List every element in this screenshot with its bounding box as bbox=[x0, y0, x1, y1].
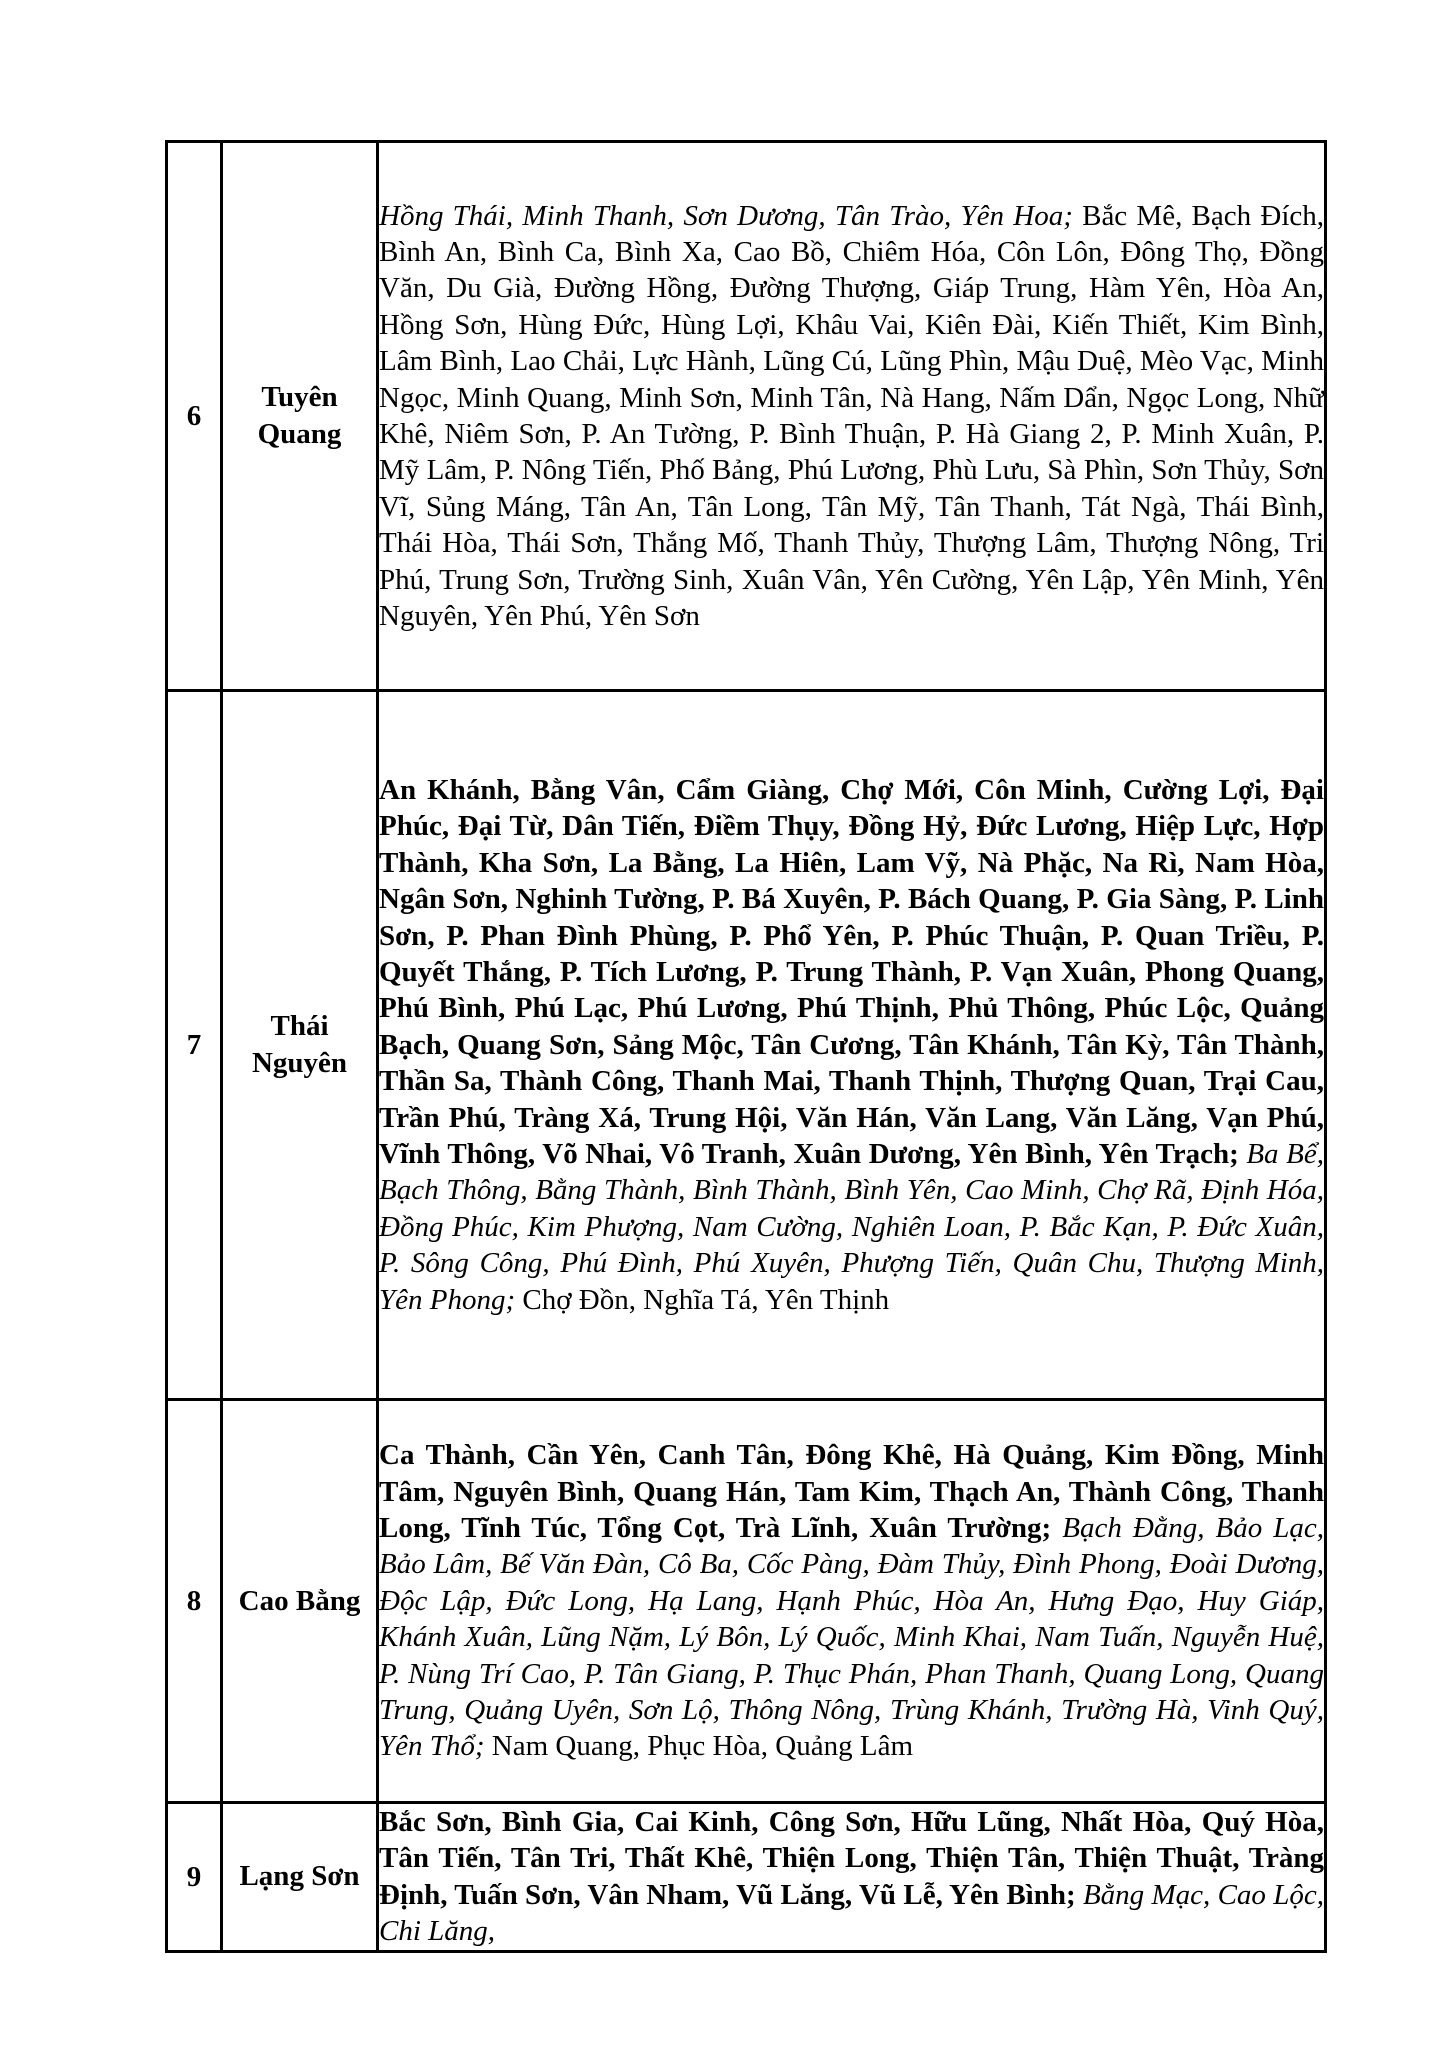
commune-list-italic: Bằng Mạc, Cao Lộc, Chi Lăng, bbox=[379, 1878, 1324, 1948]
table-row bbox=[167, 691, 1326, 1400]
row-number-cell: 8 bbox=[167, 1400, 222, 1803]
commune-list-regular: Chợ Đồn, Nghĩa Tá, Yên Thịnh bbox=[515, 1283, 890, 1316]
commune-list-bold: Ca Thành, Cần Yên, Canh Tân, Đông Khê, Hà Quảng, Kim Đồng, Minh Tâm, Nguyên Bình, Quang Hán, Tam Kim, Thạch An, Thành Công, Thanh Long, Tĩnh Túc, Tổng Cọt, Trà Lĩnh, Xuân Trường; bbox=[379, 1439, 1324, 1544]
row-number-cell: 7 bbox=[167, 691, 222, 1400]
commune-list-cell bbox=[378, 1400, 1326, 1803]
table-row bbox=[167, 1400, 1326, 1803]
province-name-cell: Thái Nguyên bbox=[222, 691, 378, 1400]
commune-list-bold: An Khánh, Bằng Vân, Cẩm Giàng, Chợ Mới, Côn Minh, Cường Lợi, Đại Phúc, Đại Từ, Dân Tiến, Điềm Thụy, Đồng Hỷ, Đức Lương, Hiệp Lực, Hợp Thành, Kha Sơn, La Bằng, La Hiên, Lam Vỹ, Nà Phặc, Na Rì, Nam Hòa, Ngân Sơn, Nghinh Tường, P. Bá Xuyên, P. Bách Quang, P. Gia Sàng, P. Linh Sơn, P. Phan Đình Phùng, P. Phổ Yên, P. Phúc Thuận, P. Quan Triều, P. Quyết Thắng, P. Tích Lương, P. Trung Thành, P. Vạn Xuân, Phong Quang, Phú Bình, Phú Lạc, Phú Lương, Phú Thịnh, Phủ Thông, Phúc Lộc, Quảng Bạch, Quang Sơn, Sảng Mộc, Tân Cương, Tân Khánh, Tân Kỳ, Tân Thành, Thần Sa, Thành Công, Thanh Mai, Thanh Thịnh, Thượng Quan, Trại Cau, Trần Phú, Tràng Xá, Trung Hội, Văn Hán, Văn Lang, Văn Lăng, Vạn Phú, Vĩnh Thông, Võ Nhai, Vô Tranh, Xuân Dương, Yên Bình, Yên Trạch; bbox=[379, 773, 1324, 1171]
commune-list-cell bbox=[378, 691, 1326, 1400]
province-name-cell: Lạng Sơn bbox=[222, 1803, 378, 1952]
province-name-cell: Tuyên Quang bbox=[222, 142, 378, 691]
admin-units-table bbox=[165, 140, 1327, 1953]
row-number-cell: 9 bbox=[167, 1803, 222, 1952]
commune-list-cell bbox=[378, 142, 1326, 691]
table-row bbox=[167, 142, 1326, 691]
commune-list-cell bbox=[378, 1803, 1326, 1952]
commune-list-italic: Ba Bể, Bạch Thông, Bằng Thành, Bình Thành, Bình Yên, Cao Minh, Chợ Rã, Định Hóa, Đồng Phúc, Kim Phượng, Nam Cường, Nghiên Loan, P. Bắc Kạn, P. Đức Xuân, P. Sông Công, Phú Đình, Phú Xuyên, Phượng Tiến, Quân Chu, Thượng Minh, Yên Phong; bbox=[379, 1138, 1324, 1316]
table-row bbox=[167, 1803, 1326, 1952]
commune-list-regular: Nam Quang, Phục Hòa, Quảng Lâm bbox=[484, 1730, 914, 1763]
commune-list-italic: Hồng Thái, Minh Thanh, Sơn Dương, Tân Trào, Yên Hoa; bbox=[379, 199, 1073, 232]
commune-list-bold: Bắc Sơn, Bình Gia, Cai Kinh, Công Sơn, Hữu Lũng, Nhất Hòa, Quý Hòa, Tân Tiến, Tân Tri, Thất Khê, Thiện Long, Thiện Tân, Thiện Thuật, Tràng Định, Tuấn Sơn, Vân Nham, Vũ Lăng, Vũ Lễ, Yên Bình; bbox=[379, 1806, 1324, 1911]
commune-list-regular: Bắc Mê, Bạch Đích, Bình An, Bình Ca, Bình Xa, Cao Bồ, Chiêm Hóa, Côn Lôn, Đông Thọ, Đồng Văn, Du Già, Đường Hồng, Đường Thượng, Giáp Trung, Hàm Yên, Hòa An, Hồng Sơn, Hùng Đức, Hùng Lợi, Khâu Vai, Kiên Đài, Kiến Thiết, Kim Bình, Lâm Bình, Lao Chải, Lực Hành, Lũng Cú, Lũng Phìn, Mậu Duệ, Mèo Vạc, Minh Ngọc, Minh Quang, Minh Sơn, Minh Tân, Nà Hang, Nấm Dẩn, Ngọc Long, Nhữ Khê, Niêm Sơn, P. An Tường, P. Bình Thuận, P. Hà Giang 2, P. Minh Xuân, P. Mỹ Lâm, P. Nông Tiến, Phố Bảng, Phú Lương, Phù Lưu, Sà Phìn, Sơn Thủy, Sơn Vĩ, Sủng Máng, Tân An, Tân Long, Tân Mỹ, Tân Thanh, Tát Ngà, Thái Bình, Thái Hòa, Thái Sơn, Thắng Mố, Thanh Thủy, Thượng Lâm, Thượng Nông, Tri Phú, Trung Sơn, Trường Sinh, Xuân Vân, Yên Cường, Yên Lập, Yên Minh, Yên Nguyên, Yên Phú, Yên Sơn bbox=[379, 199, 1325, 633]
commune-list-italic: Bạch Đằng, Bảo Lạc, Bảo Lâm, Bế Văn Đàn, Cô Ba, Cốc Pàng, Đàm Thủy, Đình Phong, Đoài Dương, Độc Lập, Đức Long, Hạ Lang, Hạnh Phúc, Hòa An, Hưng Đạo, Huy Giáp, Khánh Xuân, Lũng Nặm, Lý Bôn, Lý Quốc, Minh Khai, Nam Tuấn, Nguyễn Huệ, P. Nùng Trí Cao, P. Tân Giang, P. Thục Phán, Phan Thanh, Quang Long, Quang Trung, Quảng Uyên, Sơn Lộ, Thông Nông, Trùng Khánh, Trường Hà, Vinh Quý, Yên Thổ; bbox=[379, 1511, 1324, 1763]
province-name-cell: Cao Bằng bbox=[222, 1400, 378, 1803]
row-number-cell: 6 bbox=[167, 142, 222, 691]
